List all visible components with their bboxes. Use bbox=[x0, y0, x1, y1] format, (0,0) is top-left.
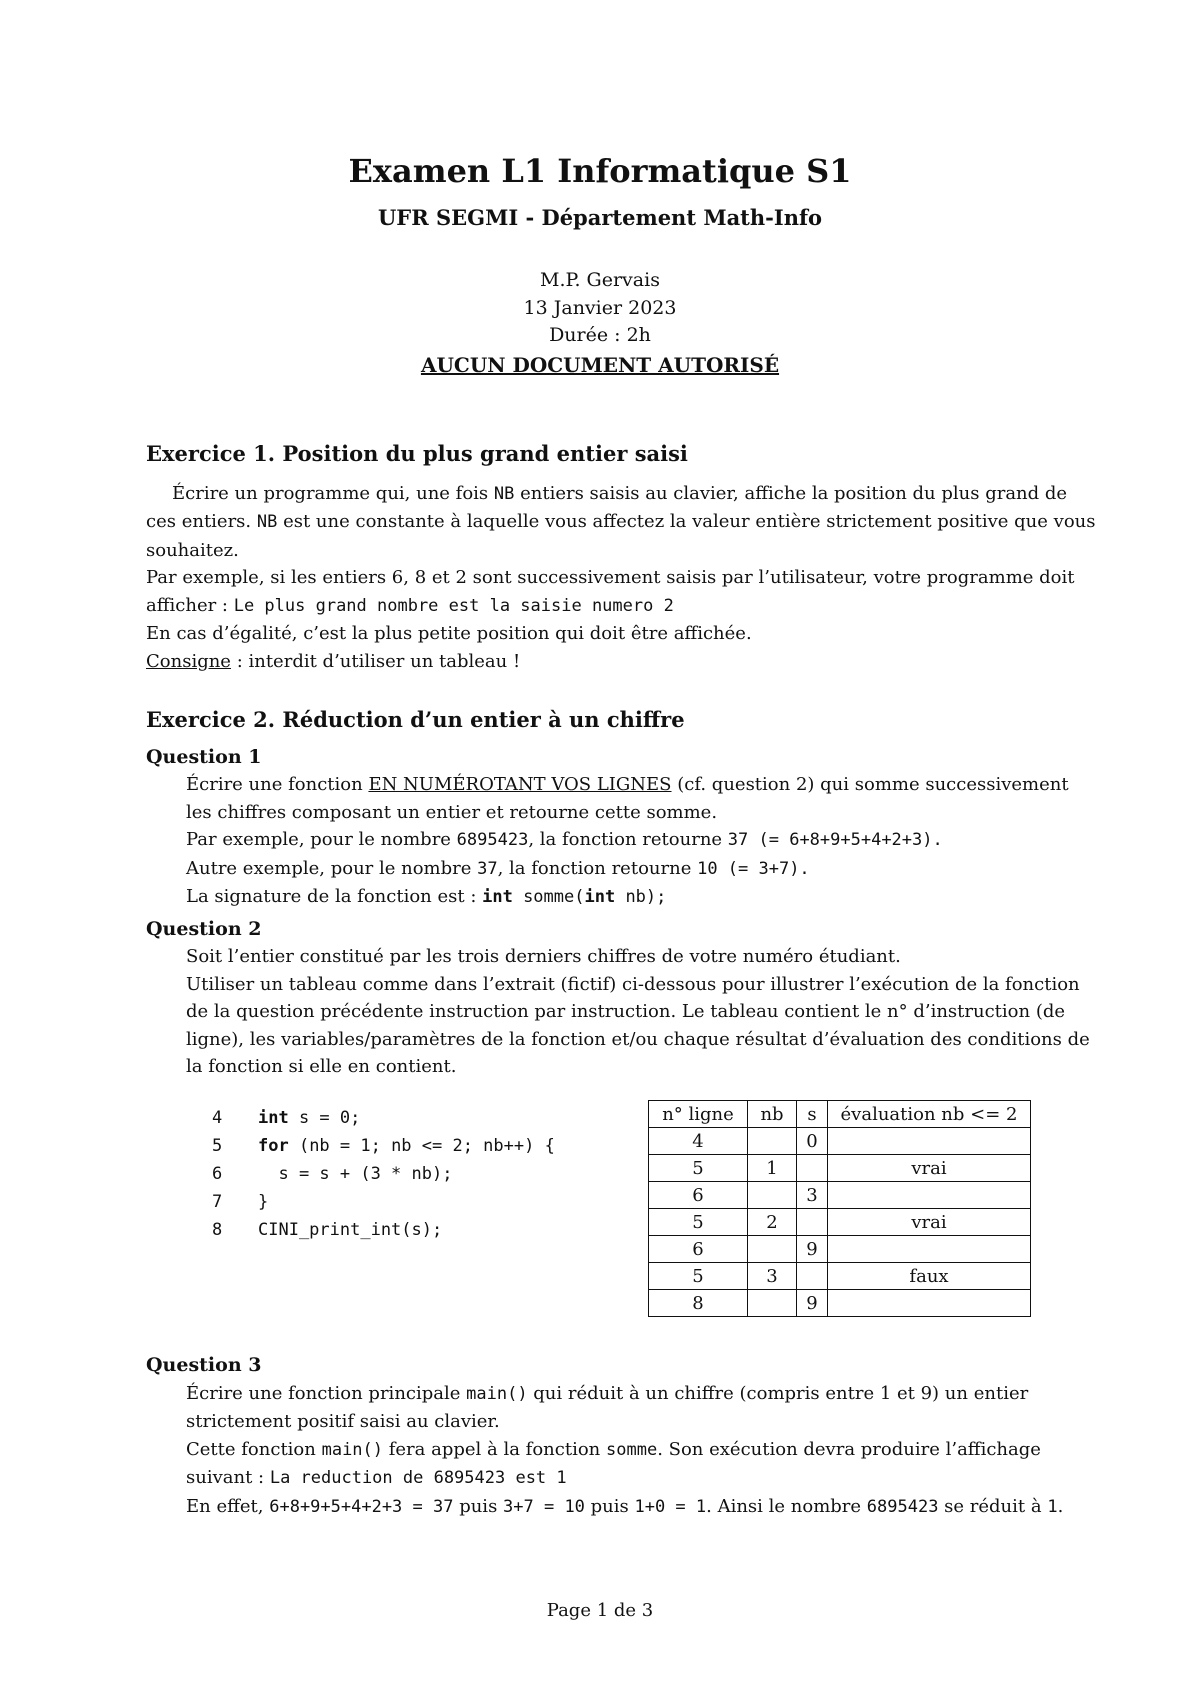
code-line bbox=[212, 1160, 555, 1188]
code-text: CINI_print_int(s); bbox=[258, 1220, 443, 1240]
table-cell: 9 bbox=[797, 1236, 828, 1263]
code-text: (nb = 1; nb <= 2; nb++) { bbox=[288, 1136, 555, 1156]
table-cell: 4 bbox=[649, 1128, 748, 1155]
table-cell bbox=[828, 1128, 1031, 1155]
code-line-number: 6 bbox=[212, 1164, 223, 1184]
table-cell: 3 bbox=[748, 1263, 797, 1290]
question-2-body bbox=[186, 943, 1096, 1081]
exercise-1-paragraph-3: En cas d’égalité, c’est la plus petite position qui doit être affichée. bbox=[146, 623, 752, 644]
question-1-body bbox=[186, 771, 1096, 912]
col-header-s: s bbox=[797, 1101, 828, 1128]
question-1-signature: La signature de la fonction est : int somme(int nb); bbox=[186, 886, 667, 907]
question-3-line-3: En effet, 6+8+9+5+4+2+3 = 37 puis 3+7 = 10 puis 1+0 = 1. Ainsi le nombre 6895423 se réduit à 1. bbox=[186, 1495, 1064, 1517]
question-2-line-2: Utiliser un tableau comme dans l’extrait (fictif) ci-dessous pour illustrer l’exécution de la fonction de la question précédente instruction par instruction. Le tableau contient le n° d’instruction (de ligne), les variables/paramètres de la fonction et/ou chaque résultat d’évaluation des conditions de la fonction si elle en contient. bbox=[186, 973, 1090, 1077]
table-cell: 5 bbox=[649, 1209, 748, 1236]
code-keyword: int bbox=[258, 1108, 289, 1128]
question-1-line-3: Autre exemple, pour le nombre 37, la fonction retourne 10 (= 3+7). bbox=[186, 857, 810, 879]
trace-table-header bbox=[649, 1101, 1031, 1128]
code-excerpt bbox=[212, 1104, 555, 1244]
page-subtitle: UFR SEGMI - Département Math-Info bbox=[377, 205, 822, 230]
question-3-title: Question 3 bbox=[146, 1354, 262, 1376]
code-line bbox=[212, 1188, 555, 1216]
code-text: } bbox=[258, 1192, 269, 1212]
table-cell: 0 bbox=[797, 1128, 828, 1155]
table-cell: 2 bbox=[748, 1209, 797, 1236]
table-cell bbox=[797, 1155, 828, 1182]
table-cell bbox=[748, 1182, 797, 1209]
code-line-number: 7 bbox=[212, 1192, 223, 1212]
question-3-line-2: Cette fonction main() fera appel à la fonction somme. Son exécution devra produire l’affichage suivant : La reduction de 6895423 est 1 bbox=[186, 1438, 1041, 1488]
col-header-evaluation: évaluation nb <= 2 bbox=[828, 1101, 1031, 1128]
question-3-line-1: Écrire une fonction principale main() qui réduit à un chiffre (compris entre 1 et 9) un entier strictement positif saisi au clavier. bbox=[186, 1382, 1029, 1432]
table-row bbox=[649, 1209, 1031, 1236]
table-cell bbox=[828, 1236, 1031, 1263]
page-footer: Page 1 de 3 bbox=[546, 1600, 654, 1621]
table-cell: faux bbox=[828, 1263, 1031, 1290]
table-cell bbox=[748, 1128, 797, 1155]
question-1-line-1: Écrire une fonction EN NUMÉROTANT VOS LIGNES (cf. question 2) qui somme successivement les chiffres composant un entier et retourne cette somme. bbox=[186, 774, 1069, 823]
table-row bbox=[649, 1182, 1031, 1209]
table-row bbox=[649, 1236, 1031, 1263]
col-header-line: n° ligne bbox=[649, 1101, 748, 1128]
author: M.P. Gervais bbox=[540, 269, 660, 291]
table-cell: 5 bbox=[649, 1155, 748, 1182]
table-cell bbox=[797, 1263, 828, 1290]
question-1-title: Question 1 bbox=[146, 745, 262, 768]
exercise-1-paragraph-2: Par exemple, si les entiers 6, 8 et 2 sont successivement saisis par l’utilisateur, votre programme doit afficher : Le plus grand nombre est la saisie numero 2 bbox=[146, 567, 1075, 616]
exam-date: 13 Janvier 2023 bbox=[523, 297, 677, 319]
question-1-line-2: Par exemple, pour le nombre 6895423, la fonction retourne 37 (= 6+8+9+5+4+2+3). bbox=[186, 829, 943, 850]
code-text: s = 0; bbox=[288, 1108, 361, 1128]
question-3 bbox=[146, 1352, 1096, 1521]
exercise-1-consigne: Consigne : interdit d’utiliser un tableau ! bbox=[146, 650, 521, 672]
table-row bbox=[649, 1263, 1031, 1290]
page-title: Examen L1 Informatique S1 bbox=[348, 152, 852, 190]
table-cell bbox=[748, 1236, 797, 1263]
question-2-title: Question 2 bbox=[146, 917, 262, 940]
exercise-1-paragraph-1: Écrire un programme qui, une fois NB entiers saisis au clavier, affiche la position du plus grand de ces entiers. NB est une constante à laquelle vous affectez la valeur entière strictement positive que vous souhaitez. bbox=[146, 482, 1096, 561]
table-row bbox=[649, 1155, 1031, 1182]
exercise-2-heading: Exercice 2. Réduction d’un entier à un chiffre bbox=[146, 707, 685, 732]
exam-duration: Durée : 2h bbox=[549, 324, 651, 346]
table-cell: vrai bbox=[828, 1155, 1031, 1182]
question-3-body bbox=[186, 1380, 1096, 1522]
code-line bbox=[212, 1216, 555, 1244]
exercise-2 bbox=[146, 706, 1096, 1081]
table-cell: 9 bbox=[797, 1290, 828, 1317]
code-line bbox=[212, 1104, 555, 1132]
code-line-number: 8 bbox=[212, 1220, 223, 1240]
no-document-warning: AUCUN DOCUMENT AUTORISÉ bbox=[420, 353, 780, 377]
code-line bbox=[212, 1132, 555, 1160]
code-text: s = s + (3 * nb); bbox=[258, 1164, 453, 1184]
trace-table bbox=[648, 1100, 1031, 1317]
code-line-number: 5 bbox=[212, 1136, 223, 1156]
table-cell bbox=[828, 1182, 1031, 1209]
table-cell: 8 bbox=[649, 1290, 748, 1317]
table-cell: 5 bbox=[649, 1263, 748, 1290]
question-2-line-1: Soit l’entier constitué par les trois derniers chiffres de votre numéro étudiant. bbox=[186, 946, 901, 967]
col-header-nb: nb bbox=[748, 1101, 797, 1128]
table-cell bbox=[797, 1209, 828, 1236]
exercise-1-heading: Exercice 1. Position du plus grand entier saisi bbox=[146, 441, 688, 466]
table-cell: vrai bbox=[828, 1209, 1031, 1236]
table-cell bbox=[828, 1290, 1031, 1317]
code-keyword: for bbox=[258, 1136, 289, 1156]
table-cell bbox=[748, 1290, 797, 1317]
table-row bbox=[649, 1290, 1031, 1317]
table-row bbox=[649, 1128, 1031, 1155]
exercise-1 bbox=[146, 440, 1096, 675]
table-cell: 6 bbox=[649, 1236, 748, 1263]
code-line-number: 4 bbox=[212, 1108, 223, 1128]
table-cell: 6 bbox=[649, 1182, 748, 1209]
table-cell: 1 bbox=[748, 1155, 797, 1182]
table-cell: 3 bbox=[797, 1182, 828, 1209]
